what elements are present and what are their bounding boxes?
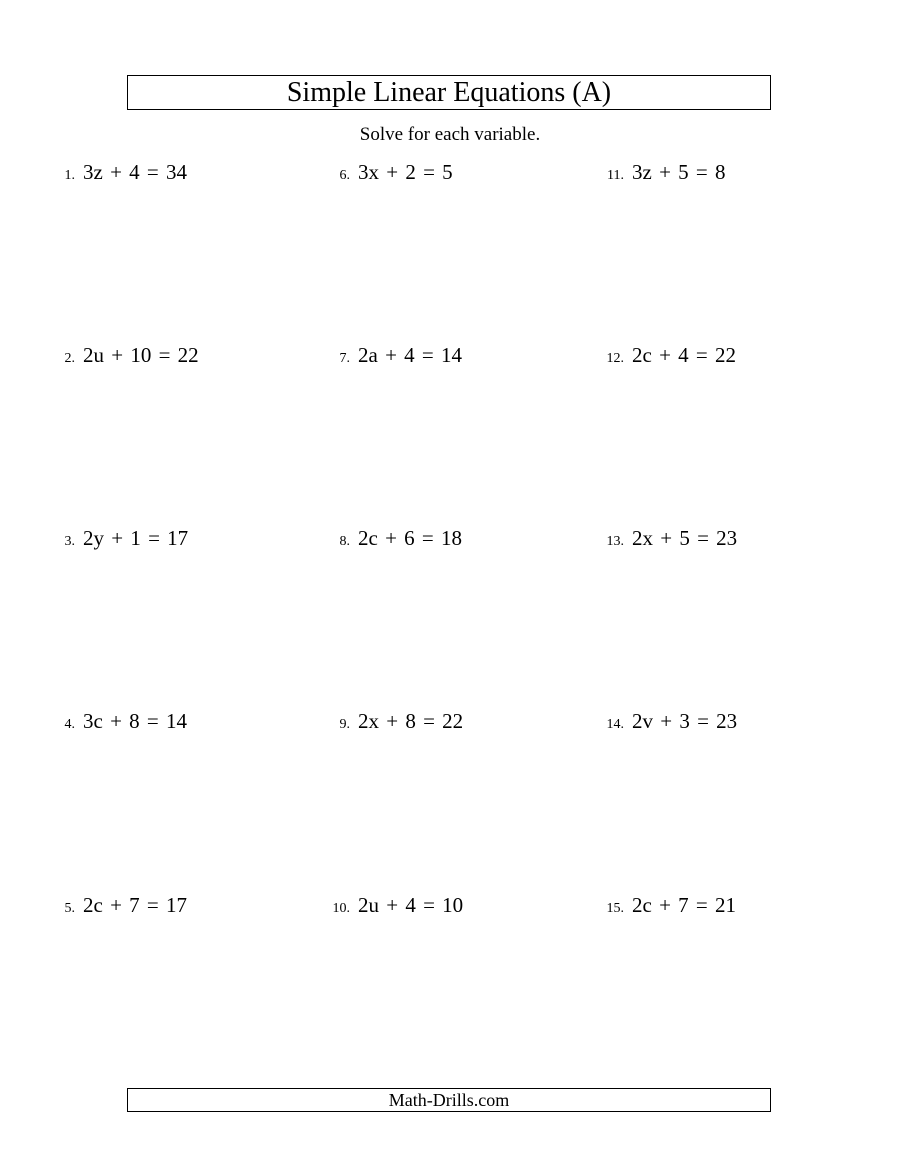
problem-equation: 2v + 3 = 23 bbox=[632, 709, 738, 733]
footer-credit bbox=[127, 1088, 771, 1112]
problem-equation: 3c + 8 = 14 bbox=[83, 709, 188, 733]
problem-number: 14. bbox=[606, 717, 624, 732]
problem-12 bbox=[598, 343, 736, 373]
problem-equation: 2u + 4 = 10 bbox=[358, 893, 464, 917]
problem-equation: 3x + 2 = 5 bbox=[358, 160, 453, 184]
problem-3 bbox=[55, 526, 188, 556]
problem-number: 6. bbox=[339, 168, 350, 183]
problem-15 bbox=[598, 893, 736, 923]
problem-number: 10. bbox=[332, 901, 350, 916]
problem-11 bbox=[598, 160, 726, 190]
problem-number: 12. bbox=[606, 351, 624, 366]
problem-2 bbox=[55, 343, 199, 373]
problem-equation: 2u + 10 = 22 bbox=[83, 343, 199, 367]
problem-9 bbox=[330, 709, 463, 739]
problem-8 bbox=[330, 526, 462, 556]
problem-number: 5. bbox=[64, 901, 75, 916]
problem-14 bbox=[598, 709, 737, 739]
problem-number: 8. bbox=[339, 534, 350, 549]
worksheet-instruction: Solve for each variable. bbox=[359, 124, 541, 145]
problem-10 bbox=[330, 893, 463, 923]
problem-number: 7. bbox=[339, 351, 350, 366]
problem-number: 2. bbox=[64, 351, 75, 366]
problem-number: 3. bbox=[64, 534, 75, 549]
problem-5 bbox=[55, 893, 187, 923]
problem-equation: 2x + 5 = 23 bbox=[632, 526, 738, 550]
problem-number: 4. bbox=[64, 717, 75, 732]
problem-equation: 3z + 5 = 8 bbox=[632, 160, 726, 184]
problem-equation: 2x + 8 = 22 bbox=[358, 709, 464, 733]
problem-13 bbox=[598, 526, 737, 556]
problem-number: 13. bbox=[606, 534, 624, 549]
problem-equation: 2c + 7 = 21 bbox=[632, 893, 737, 917]
problem-equation: 2c + 6 = 18 bbox=[358, 526, 463, 550]
problem-equation: 2c + 7 = 17 bbox=[83, 893, 188, 917]
problem-equation: 2y + 1 = 17 bbox=[83, 526, 189, 550]
problem-1 bbox=[55, 160, 187, 190]
problem-number: 9. bbox=[339, 717, 350, 732]
problem-equation: 3z + 4 = 34 bbox=[83, 160, 188, 184]
worksheet-title bbox=[127, 75, 771, 110]
problem-6 bbox=[330, 160, 453, 190]
worksheet-title-text: Simple Linear Equations (A) bbox=[286, 76, 612, 108]
problem-number: 11. bbox=[607, 168, 624, 183]
problem-equation: 2c + 4 = 22 bbox=[632, 343, 737, 367]
problem-equation: 2a + 4 = 14 bbox=[358, 343, 463, 367]
problem-4 bbox=[55, 709, 187, 739]
footer-credit-text: Math-Drills.com bbox=[388, 1089, 510, 1110]
problem-7 bbox=[330, 343, 462, 373]
problem-number: 1. bbox=[64, 168, 75, 183]
problem-number: 15. bbox=[606, 901, 624, 916]
